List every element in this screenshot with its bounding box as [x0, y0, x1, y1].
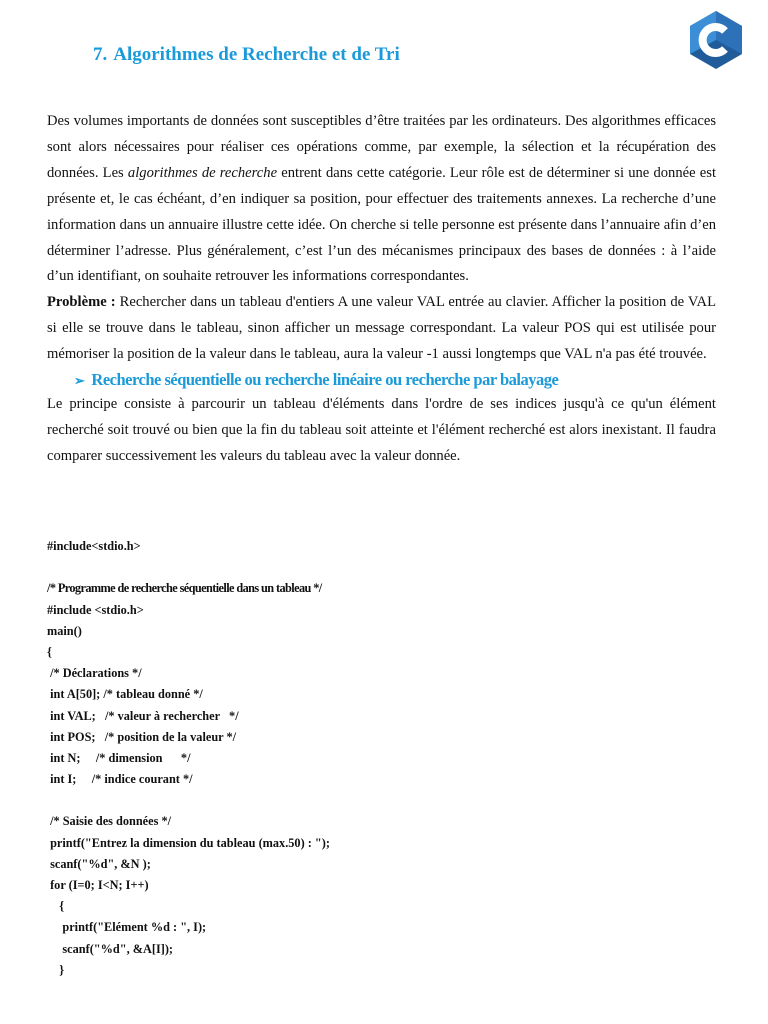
code-line: scanf("%d", &A[I]);: [47, 941, 174, 956]
section-number: 7.: [93, 44, 108, 65]
subsection-paragraph: Le principe consiste à parcourir un tableau d'éléments dans l'ordre de ses indices jusqu'à ce qu'un élément recherché soit trouvé ou bien que la fin du tableau soit atteinte et l'élément recherché est alors inexistant. Il faudra comparer successivement les valeurs du tableau avec la valeur donnée.: [47, 396, 716, 464]
code-line: {: [47, 899, 65, 914]
subsection-title: Recherche séquentielle ou recherche linéaire ou recherche par balayage: [91, 370, 559, 390]
code-line: scanf("%d", &N );: [47, 856, 151, 871]
code-line: printf("Elément %d : ", I);: [47, 920, 207, 935]
arrow-bullet-icon: ➢: [74, 373, 85, 389]
code-line: int A[50]; /* tableau donné */: [47, 687, 203, 702]
code-line: printf("Entrez la dimension du tableau (max.50) : ");: [47, 835, 330, 850]
intro-emphasis: algorithmes de recherche: [127, 164, 278, 181]
intro-paragraph: [47, 109, 716, 290]
document-body: [47, 109, 716, 470]
problem-text: Rechercher dans un tableau d'entiers A une valeur VAL entrée au clavier. Afficher la position de VAL si elle se trouve dans le tableau, sinon afficher un message correspondant. La valeur POS qui est utilisée pour mémoriser la position de la valeur dans le tableau, aura la valeur -1 aussi longtemps que VAL n'a pas été trouvée.: [47, 294, 716, 363]
section-title: Algorithmes de Recherche et de Tri: [113, 44, 400, 65]
code-listing: [47, 536, 647, 981]
code-line: int I; /* indice courant */: [47, 772, 193, 787]
subsection-heading: [47, 368, 716, 392]
intro-text: Des volumes importants de données sont susceptibles d’être traitées par les ordinateurs. Des algorithmes efficaces sont alors nécessaires pour réaliser ces opérations comme, par exemple, la sélection et la récupération des données. Les: [47, 113, 716, 181]
code-line: int POS; /* position de la valeur */: [47, 729, 237, 744]
code-line: /* Programme de recherche séquentielle dans un tableau */: [47, 581, 322, 596]
code-line: }: [47, 962, 65, 977]
code-line: main(): [47, 623, 82, 638]
code-line: #include<stdio.h>: [47, 539, 141, 553]
problem-paragraph: [47, 290, 716, 368]
section-heading: [93, 44, 400, 66]
code-line: /* Déclarations */: [47, 666, 142, 681]
code-line: int N; /* dimension */: [47, 750, 191, 765]
code-line: int VAL; /* valeur à rechercher */: [47, 708, 239, 723]
code-line: {: [47, 644, 52, 659]
code-line: /* Saisie des données */: [47, 814, 172, 829]
code-line: for (I=0; I<N; I++): [47, 878, 149, 892]
c-language-logo: [688, 10, 744, 70]
code-line: [47, 790, 647, 811]
code-line: #include <stdio.h>: [47, 602, 144, 617]
code-line: [47, 557, 647, 578]
problem-label: Problème :: [47, 294, 116, 311]
intro-text-cont: entrent dans cette catégorie. Leur rôle est de déterminer si une donnée est présente et, le cas échéant, d’en indiquer sa position, pour effectuer des traitements annexes. La recherche d’une information dans un annuaire illustre cette idée. On cherche si telle personne est présente dans l’annuaire afin d’en déterminer l’adresse. Plus généralement, c’est l’un des mécanismes principaux des bases de données : à l’aide d’un identifiant, on souhaite retrouver les informations correspondantes.: [47, 164, 717, 285]
